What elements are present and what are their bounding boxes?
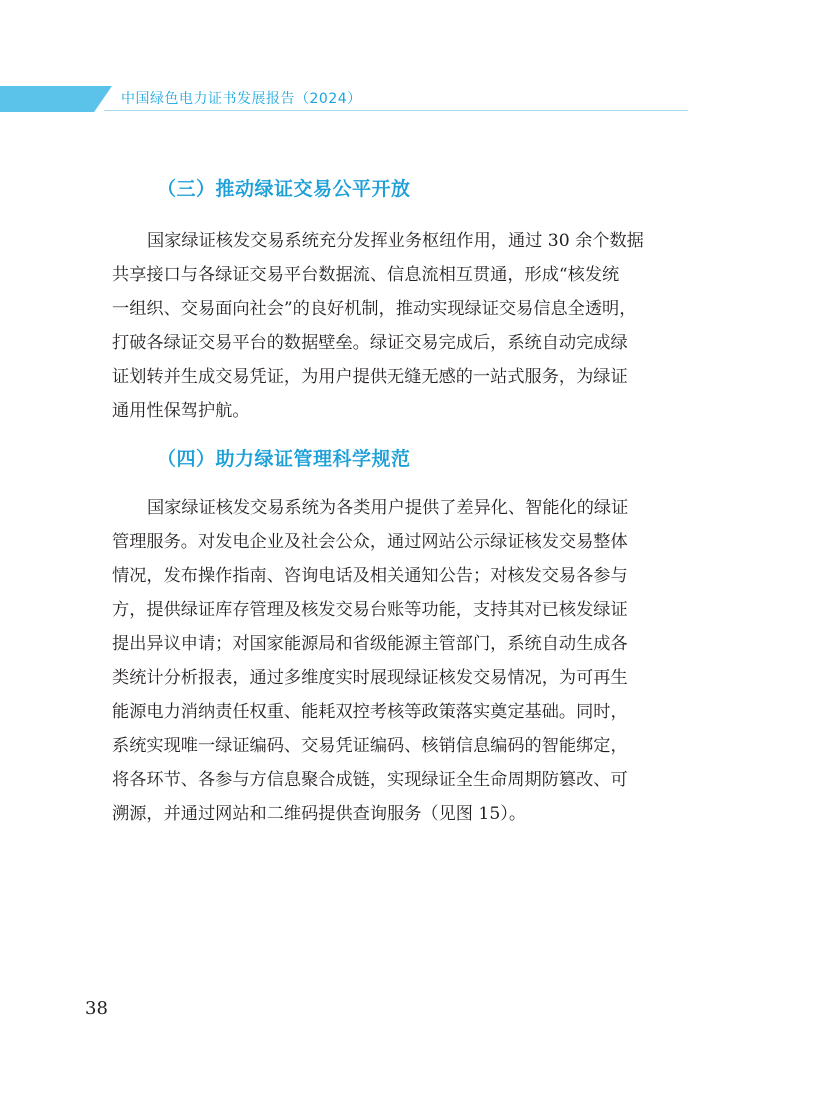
section-heading: （三）推动绿证交易公平开放 bbox=[157, 178, 411, 200]
paragraph-line: 国家绿证核发交易系统充分发挥业务枢纽作用，通过 30 余个数据 bbox=[147, 231, 644, 251]
paragraph-line: 管理服务。对发电企业及社会公众，通过网站公示绿证核发交易整体 bbox=[112, 532, 628, 552]
header-accent-tab bbox=[0, 86, 112, 112]
paragraph-line: 方，提供绿证库存管理及核发交易台账等功能，支持其对已核发绿证 bbox=[112, 600, 628, 620]
body-paragraph bbox=[112, 491, 690, 831]
paragraph-line: 情况，发布操作指南、咨询电话及相关通知公告；对核发交易各参与 bbox=[112, 566, 628, 586]
paragraph-line: 提出异议申请；对国家能源局和省级能源主管部门，系统自动生成各 bbox=[112, 634, 628, 654]
header-title: 中国绿色电力证书发展报告（2024） bbox=[121, 91, 362, 107]
header-divider bbox=[104, 110, 688, 111]
paragraph-line: 共享接口与各绿证交易平台数据流、信息流相互贯通，形成“核发统 bbox=[112, 265, 620, 285]
section-heading: （四）助力绿证管理科学规范 bbox=[157, 448, 411, 470]
paragraph-line: 类统计分析报表，通过多维度实时展现绿证核发交易情况，为可再生 bbox=[112, 668, 628, 688]
paragraph-line: 一组织、交易面向社会”的良好机制，推动实现绿证交易信息全透明， bbox=[112, 299, 637, 319]
paragraph-line: 能源电力消纳责任权重、能耗双控考核等政策落实奠定基础。同时， bbox=[112, 702, 628, 722]
body-paragraph bbox=[112, 224, 690, 428]
paragraph-line: 系统实现唯一绿证编码、交易凭证编码、核销信息编码的智能绑定， bbox=[112, 736, 628, 756]
paragraph-line: 打破各绿证交易平台的数据壁垒。绿证交易完成后，系统自动完成绿 bbox=[112, 333, 628, 353]
page-number: 38 bbox=[85, 998, 108, 1019]
paragraph-line: 溯源，并通过网站和二维码提供查询服务（见图 15）。 bbox=[112, 804, 527, 824]
paragraph-line: 国家绿证核发交易系统为各类用户提供了差异化、智能化的绿证 bbox=[147, 498, 629, 518]
paragraph-line: 将各环节、各参与方信息聚合成链，实现绿证全生命周期防篡改、可 bbox=[112, 770, 628, 790]
paragraph-line: 证划转并生成交易凭证，为用户提供无缝无感的一站式服务，为绿证 bbox=[112, 367, 628, 387]
running-header bbox=[0, 86, 816, 112]
paragraph-line: 通用性保驾护航。 bbox=[112, 401, 250, 421]
